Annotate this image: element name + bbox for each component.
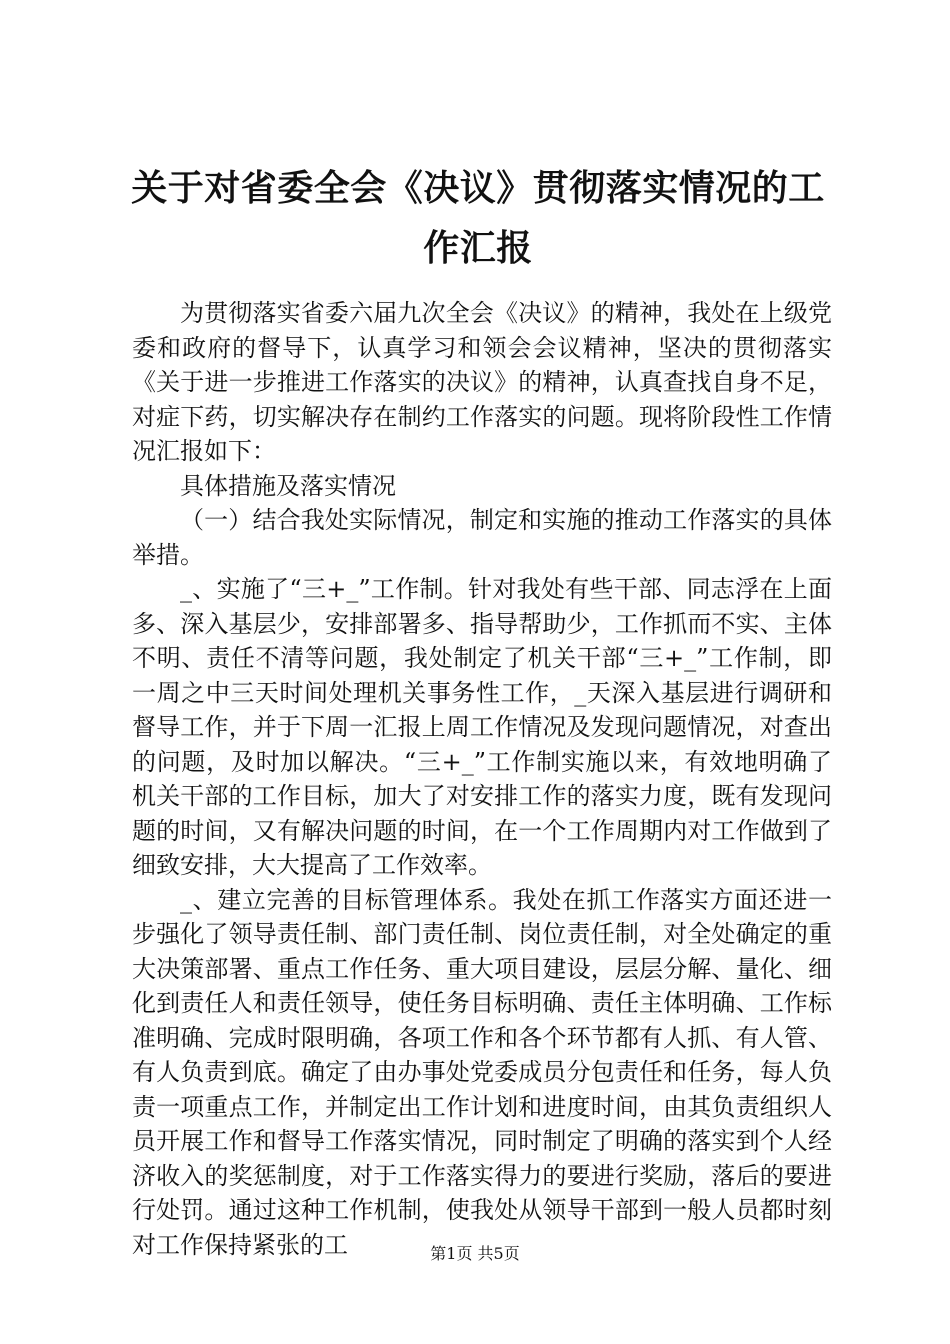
paragraph-intro: 为贯彻落实省委六届九次全会《决议》的精神，我处在上级党委和政府的督导下，认真学习和领会会议精神，坚决的贯彻落实《关于进一步推进工作落实的决议》的精神，认真查找自身不足，对症下药，切实解决存在制约工作落实的问题。现将阶段性工作情况汇报如下：: [132, 299, 832, 465]
page-number-footer: 第1页 共5页: [430, 1244, 520, 1263]
document-title: 关于对省委全会《决议》贯彻落实情况的工作汇报: [131, 167, 825, 269]
paragraph-section-heading: 具体措施及落实情况: [180, 471, 396, 500]
paragraph-item-1: _、实施了“三+_”工作制。针对我处有些干部、同志浮在上面多、深入基层少，安排部署多、指导帮助少，工作抓而不实、主体不明、责任不清等问题，我处制定了机关干部“三+_”工作制，即一周之中三天时间处理机关事务性工作，_天深入基层进行调研和督导工作，并于下周一汇报上周工作情况及发现问题情况，对查出的问题，及时加以解决。“三+_”工作制实施以来，有效地明确了机关干部的工作目标，加大了对安排工作的落实力度，既有发现问题的时间，又有解决问题的时间，在一个工作周期内对工作做到了细致安排，大大提高了工作效率。: [132, 575, 832, 879]
paragraph-subsection-1: （一）结合我处实际情况，制定和实施的推动工作落实的具体举措。: [132, 506, 832, 569]
document-body: [132, 296, 832, 1262]
paragraph-item-2: _、建立完善的目标管理体系。我处在抓工作落实方面还进一步强化了领导责任制、部门责任制、岗位责任制，对全处确定的重大决策部署、重点工作任务、重大项目建设，层层分解、量化、细化到责任人和责任领导，使任务目标明确、责任主体明确、工作标准明确、完成时限明确，各项工作和各个环节都有人抓、有人管、有人负责到底。确定了由办事处党委成员分包责任和任务，每人负责一项重点工作，并制定出工作计划和进度时间，由其负责组织人员开展工作和督导工作落实情况，同时制定了明确的落实到个人经济收入的奖惩制度，对于工作落实得力的要进行奖励，落后的要进行处罚。通过这种工作机制，使我处从领导干部到一般人员都时刻对工作保持紧张的工: [132, 885, 832, 1259]
